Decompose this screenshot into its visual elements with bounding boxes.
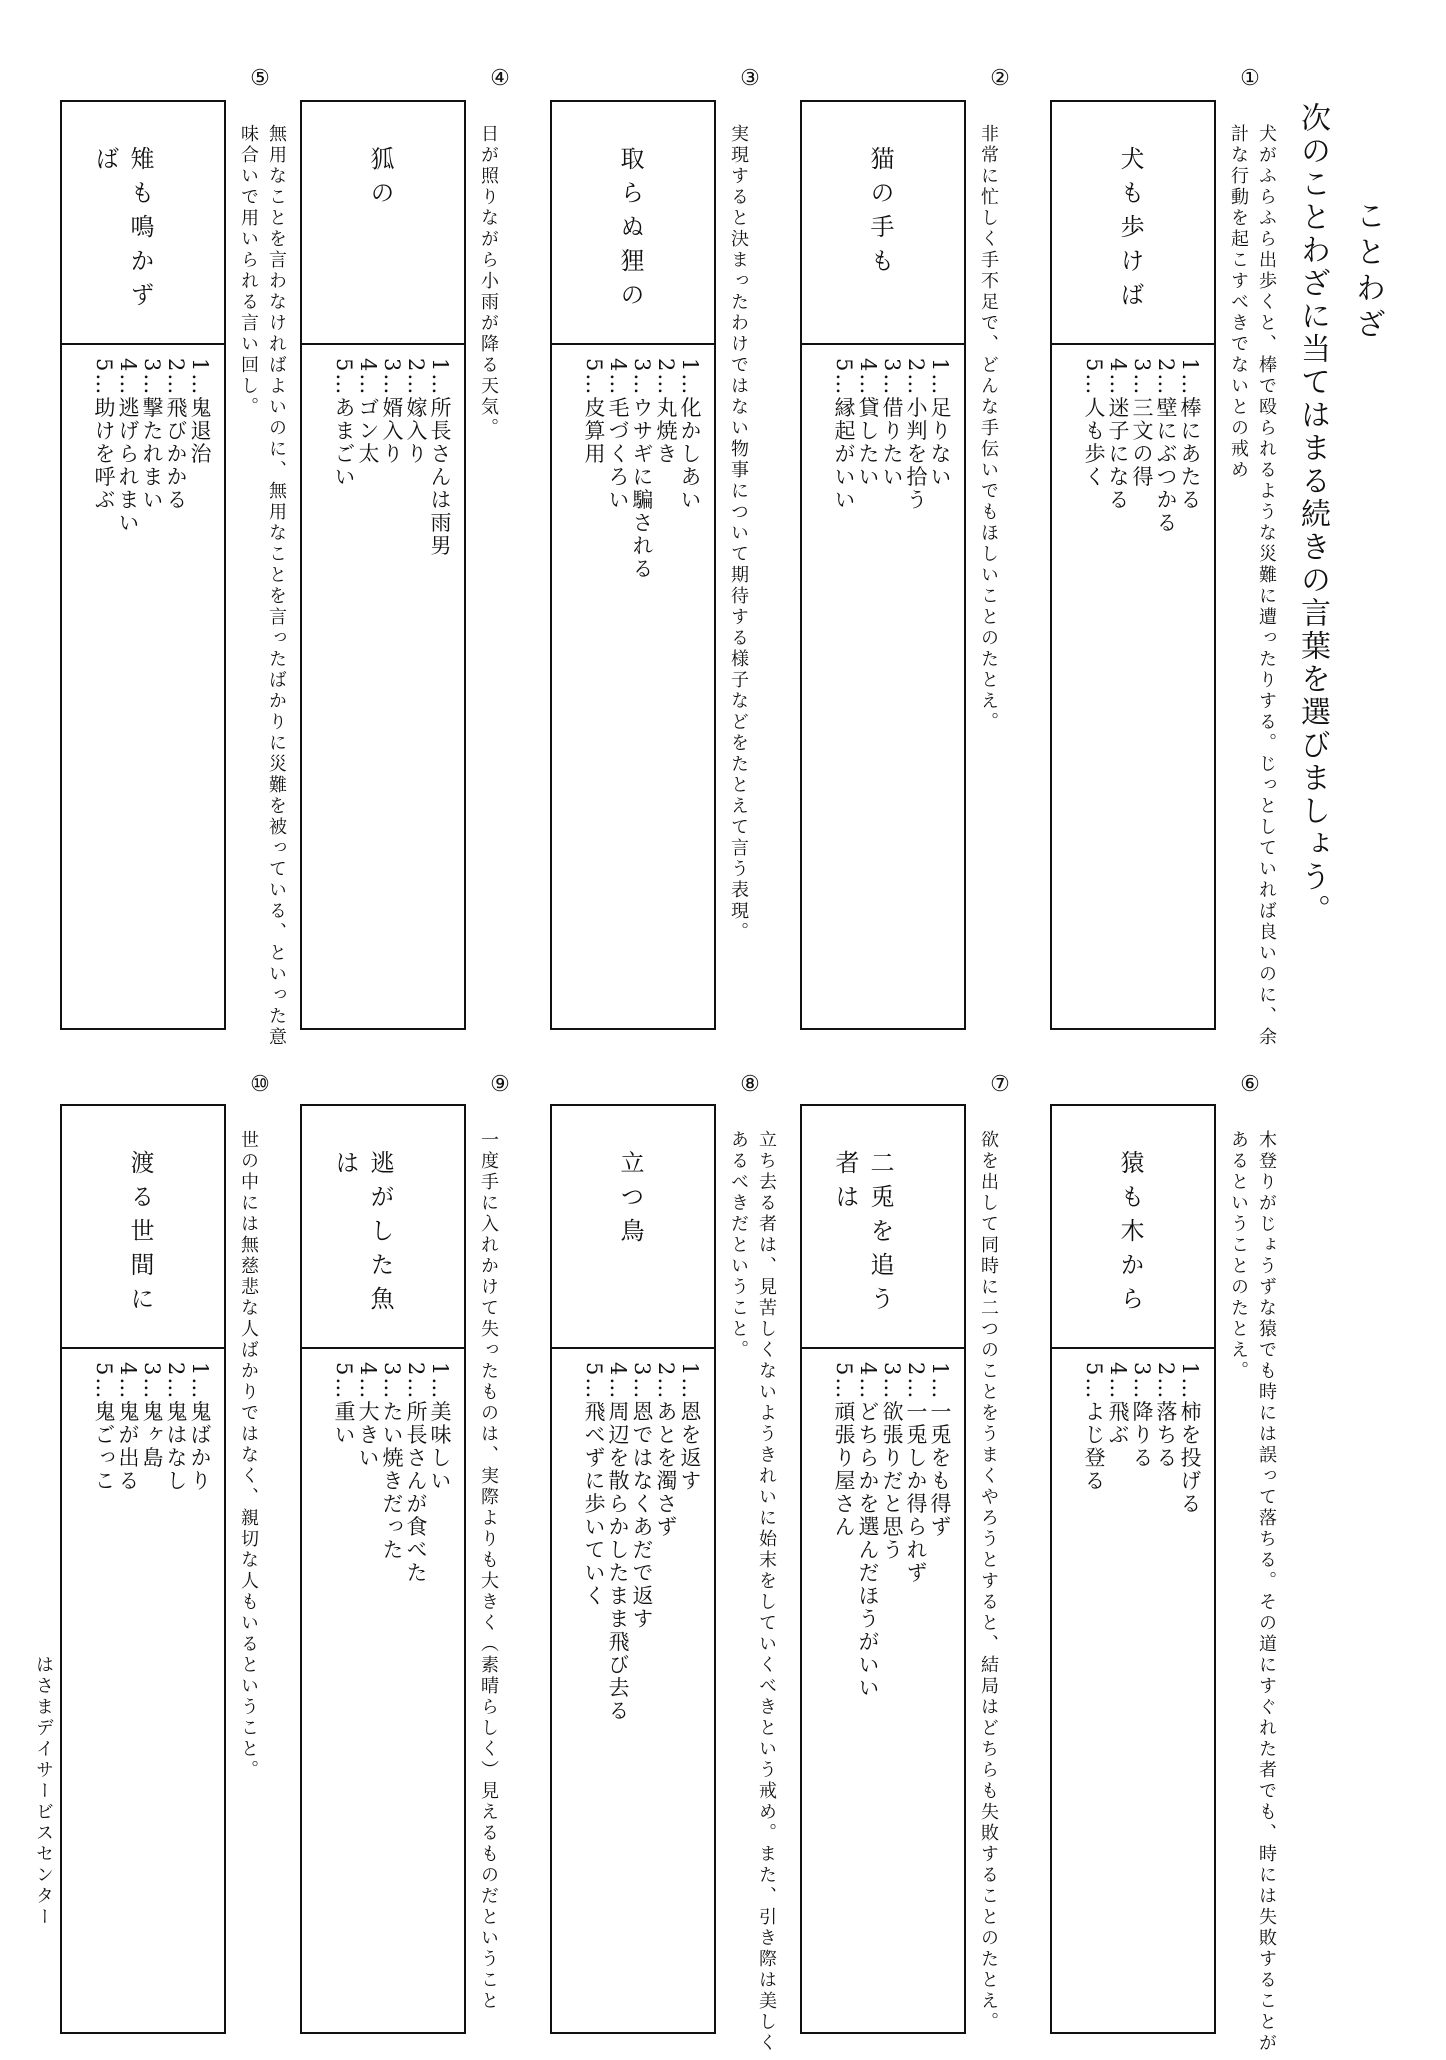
answer-option[interactable]: 3…鬼ヶ島 xyxy=(140,1362,164,1470)
answer-options xyxy=(1082,1362,1202,1515)
proverb-phrase: 猿も木から xyxy=(1116,1150,1144,1320)
answer-option[interactable]: 4…逃げられまい xyxy=(116,358,140,535)
question-number: ⑧ xyxy=(740,1072,760,1097)
phrase-cell xyxy=(302,1106,464,1349)
answer-option[interactable]: 1…棒にあたる xyxy=(1178,358,1202,512)
question-description: 無用なことを言わなければよいのに、無用なことを言ったばかりに災難を被っている、といった意味合いで用いられる言い回し。 xyxy=(238,124,287,1048)
answer-option[interactable]: 1…足りない xyxy=(928,358,952,489)
phrase-cell xyxy=(552,1106,714,1349)
proverb-phrase: 雉も鳴かずば xyxy=(91,146,154,316)
phrase-cell xyxy=(1052,102,1214,345)
answer-option[interactable]: 1…化かしあい xyxy=(678,358,702,512)
answer-options xyxy=(332,1362,452,1584)
instruction-text: 次のことわざに当てはまる続きの言葉を選びましょう。 xyxy=(1295,102,1330,927)
answer-option[interactable]: 4…毛づくろい xyxy=(606,358,630,512)
answer-option[interactable]: 3…婿入り xyxy=(380,358,404,466)
question-number: ⑤ xyxy=(250,66,270,91)
answer-options xyxy=(832,358,952,511)
answer-option[interactable]: 4…迷子になる xyxy=(1106,358,1130,512)
phrase-cell xyxy=(302,102,464,345)
proverb-phrase: 猫の手も xyxy=(866,146,894,282)
answer-options xyxy=(832,1362,952,1699)
phrase-cell xyxy=(802,102,964,345)
question-box xyxy=(550,1104,716,2034)
question-description: 日が照りながら小雨が降る天気。 xyxy=(478,124,499,439)
proverb-phrase: 二兎を追う者は xyxy=(831,1150,894,1320)
answer-option[interactable]: 2…あとを濁さず xyxy=(654,1362,678,1539)
answer-option[interactable]: 1…恩を返す xyxy=(678,1362,702,1493)
question-number: ④ xyxy=(490,66,510,91)
answer-options xyxy=(92,358,212,534)
answer-option[interactable]: 2…鬼はなし xyxy=(164,1362,188,1493)
answer-option[interactable]: 1…柿を投げる xyxy=(1178,1362,1202,1516)
question-description: 木登りがじょうずな猿でも時には誤って落ちる。その道にすぐれた者でも、時には失敗することがあるということのたとえ。 xyxy=(1228,1130,1277,2054)
question-number: ⑥ xyxy=(1240,1072,1260,1097)
question-description: 立ち去る者は、見苦しくないようきれいに始末をしていくべきという戒め。また、引き際は美しくあるべきだということ。 xyxy=(728,1130,777,2054)
answer-option[interactable]: 3…たい焼きだった xyxy=(380,1362,404,1562)
question-box xyxy=(60,1104,226,2034)
answer-option[interactable]: 4…どちらかを選んだほうがいい xyxy=(856,1362,880,1700)
answer-option[interactable]: 3…三文の得 xyxy=(1130,358,1154,489)
answer-option[interactable]: 2…丸焼き xyxy=(654,358,678,466)
answer-option[interactable]: 5…鬼ごっこ xyxy=(92,1362,116,1493)
question-description: 世の中には無慈悲な人ばかりではなく、親切な人もいるということ。 xyxy=(238,1130,259,1781)
question-box xyxy=(1050,1104,1216,2034)
answer-option[interactable]: 3…撃たれまい xyxy=(140,358,164,512)
proverb-phrase: 犬も歩けば xyxy=(1116,146,1144,316)
answer-option[interactable]: 2…飛びかかる xyxy=(164,358,188,512)
proverb-phrase: 逃がした魚は xyxy=(331,1150,394,1320)
question-description: 実現すると決まったわけではない物事について期待する様子などをたとえて言う表現。 xyxy=(728,124,749,943)
question-description: 犬がふらふら出歩くと、棒で殴られるような災難に遭ったりする。じっとしていれば良いのに、余計な行動を起こすべきでないとの戒め xyxy=(1228,124,1277,1048)
answer-option[interactable]: 5…縁起がいい xyxy=(832,358,856,512)
answer-options xyxy=(1082,358,1202,534)
proverb-phrase: 渡る世間に xyxy=(126,1150,154,1320)
answer-option[interactable]: 5…重い xyxy=(332,1362,356,1447)
proverb-phrase: 立つ鳥 xyxy=(616,1150,644,1252)
answer-option[interactable]: 2…壁にぶつかる xyxy=(1154,358,1178,535)
answer-option[interactable]: 4…周辺を散らかしたまま飛び去る xyxy=(606,1362,630,1723)
answer-option[interactable]: 5…よじ登る xyxy=(1082,1362,1106,1493)
question-box xyxy=(550,100,716,1030)
phrase-cell xyxy=(62,1106,224,1349)
question-description: 非常に忙しく手不足で、どんな手伝いでもほしいことのたとえ。 xyxy=(978,124,999,733)
answer-option[interactable]: 5…飛べずに歩いていく xyxy=(582,1362,606,1608)
answer-option[interactable]: 5…助けを呼ぶ xyxy=(92,358,116,512)
question-number: ① xyxy=(1240,66,1260,91)
answer-option[interactable]: 1…鬼ばかり xyxy=(188,1362,212,1493)
answer-option[interactable]: 1…美味しい xyxy=(428,1362,452,1493)
answer-option[interactable]: 5…あまごい xyxy=(332,358,356,489)
answer-option[interactable]: 4…貸したい xyxy=(856,358,880,489)
answer-option[interactable]: 4…大きい xyxy=(356,1362,380,1470)
phrase-cell xyxy=(62,102,224,345)
answer-option[interactable]: 1…一兎をも得ず xyxy=(928,1362,952,1539)
proverb-phrase: 取らぬ狸の xyxy=(616,146,644,316)
question-description: 欲を出して同時に二つのことをうまくやろうとすると、結局はどちらも失敗することのたとえ。 xyxy=(978,1130,999,2033)
question-box xyxy=(800,1104,966,2034)
answer-option[interactable]: 2…小判を拾う xyxy=(904,358,928,512)
answer-option[interactable]: 5…頑張り屋さん xyxy=(832,1362,856,1539)
answer-option[interactable]: 3…欲張りだと思う xyxy=(880,1362,904,1562)
answer-option[interactable]: 3…降りる xyxy=(1130,1362,1154,1470)
answer-option[interactable]: 3…借りたい xyxy=(880,358,904,489)
question-box xyxy=(300,1104,466,2034)
answer-options xyxy=(582,358,702,580)
answer-option[interactable]: 4…飛ぶ xyxy=(1106,1362,1130,1447)
answer-option[interactable]: 3…ウサギに騙される xyxy=(630,358,654,581)
question-description: 一度手に入れかけて失ったものは、実際よりも大きく（素晴らしく）見えるものだということ xyxy=(478,1130,499,2012)
phrase-cell xyxy=(802,1106,964,1349)
answer-option[interactable]: 2…落ちる xyxy=(1154,1362,1178,1470)
answer-option[interactable]: 3…恩ではなくあだで返す xyxy=(630,1362,654,1631)
answer-option[interactable]: 5…人も歩く xyxy=(1082,358,1106,489)
question-number: ⑩ xyxy=(250,1072,270,1097)
question-box xyxy=(60,100,226,1030)
question-number: ② xyxy=(990,66,1010,91)
answer-option[interactable]: 2…一兎しか得られず xyxy=(904,1362,928,1585)
phrase-cell xyxy=(552,102,714,345)
answer-options xyxy=(332,358,452,557)
question-number: ⑦ xyxy=(990,1072,1010,1097)
phrase-cell xyxy=(1052,1106,1214,1349)
answer-option[interactable]: 2…所長さんが食べた xyxy=(404,1362,428,1585)
answer-option[interactable]: 2…嫁入り xyxy=(404,358,428,466)
question-number: ⑨ xyxy=(490,1072,510,1097)
worksheet-title: ことわざ xyxy=(1350,200,1385,344)
footer-organization: はさまデイサービスセンター xyxy=(33,1655,54,1928)
answer-option[interactable]: 4…ゴン太 xyxy=(356,358,380,466)
answer-options xyxy=(92,1362,212,1492)
answer-option[interactable]: 5…皮算用 xyxy=(582,358,606,466)
answer-option[interactable]: 1…鬼退治 xyxy=(188,358,212,466)
question-box xyxy=(800,100,966,1030)
answer-option[interactable]: 1…所長さんは雨男 xyxy=(428,358,452,558)
proverb-phrase: 狐の xyxy=(366,146,394,214)
question-box xyxy=(1050,100,1216,1030)
question-number: ③ xyxy=(740,66,760,91)
answer-options xyxy=(582,1362,702,1722)
answer-option[interactable]: 4…鬼が出る xyxy=(116,1362,140,1493)
question-box xyxy=(300,100,466,1030)
